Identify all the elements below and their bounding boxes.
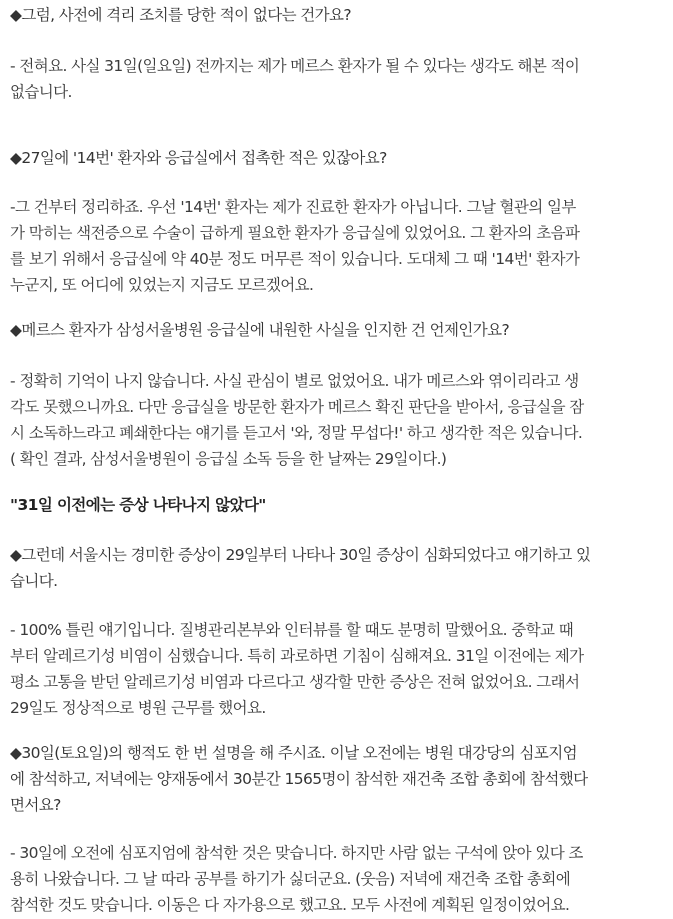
answer-paragraph [10,194,662,298]
text-line: 면서요? [10,796,61,814]
text-line: 평소 고통을 받던 알레르기성 비염과 다르다고 생각할 만한 증상은 전혀 없었어요. 그래서 [10,673,580,691]
answer-paragraph [10,840,662,918]
text-line: 누군지, 또 어디에 있었는지 지금도 모르겠어요. [10,276,314,294]
text-line: - 전혀요. 사실 31일(일요일) 전까지는 제가 메르스 환자가 될 수 있다는 생각도 해본 적이 [10,57,580,75]
answer-paragraph [10,53,662,105]
text-line: ◆30일(토요일)의 행적도 한 번 설명을 해 주시죠. 이날 오전에는 병원 대강당의 심포지엄 [10,744,577,762]
text-line: 시 소독하느라고 폐쇄한다는 얘기를 듣고서 '와, 정말 무섭다!' 하고 생각한 적은 있습니다. [10,424,583,442]
question-paragraph [10,317,662,343]
text-line: ◆그런데 서울시는 경미한 증상이 29일부터 나타나 30일 증상이 심화되었다고 얘기하고 있 [10,546,591,564]
text-line: 용히 나왔습니다. 그 날 따라 공부를 하기가 싫더군요. (웃음) 저녁에 재건축 조합 총회에 [10,870,571,888]
text-line: 참석한 것도 맞습니다. 이동은 다 자가용으로 했고요. 모두 사전에 계획된 일정이었어요. [10,896,570,914]
question-paragraph [10,2,662,28]
text-line: - 30일에 오전에 심포지엄에 참석한 것은 맞습니다. 하지만 사람 없는 구석에 앉아 있다 조 [10,844,583,862]
answer-paragraph [10,617,662,721]
text-line: ◆27일에 '14번' 환자와 응급실에서 접촉한 적은 있잖아요? [10,149,387,167]
text-line: - 100% 틀린 얘기입니다. 질병관리본부와 인터뷰를 할 때도 분명히 말했어요. 중학교 때 [10,621,574,639]
question-paragraph [10,740,662,818]
text-line: ( 확인 결과, 삼성서울병원이 응급실 소독 등을 한 날짜는 29일이다.) [10,450,447,468]
text-line: -그 건부터 정리하죠. 우선 '14번' 환자는 제가 진료한 환자가 아닙니다. 그날 혈관의 일부 [10,198,576,216]
text-line: 29일도 정상적으로 병원 근무를 했어요. [10,699,266,717]
text-line: ◆그럼, 사전에 격리 조치를 당한 적이 없다는 건가요? [10,6,352,24]
text-line: 가 막히는 색전증으로 수술이 급하게 필요한 환자가 응급실에 있었어요. 그 환자의 초음파 [10,224,580,242]
text-line: ◆메르스 환자가 삼성서울병원 응급실에 내원한 사실을 인지한 건 언제인가요? [10,321,510,339]
section-heading [10,492,662,518]
text-line: 부터 알레르기성 비염이 심했습니다. 특히 과로하면 기침이 심해져요. 31일 이전에는 제가 [10,647,584,665]
text-line: - 정확히 기억이 나지 않습니다. 사실 관심이 별로 없었어요. 내가 메르스와 엮이리라고 생 [10,372,579,390]
text-line: "31일 이전에는 증상 나타나지 않았다" [10,496,266,514]
text-line: 에 참석하고, 저녁에는 양재동에서 30분간 1565명이 참석한 재건축 조합 총회에 참석했다 [10,770,588,788]
text-line: 습니다. [10,572,58,590]
question-paragraph [10,145,662,171]
text-line: 를 보기 위해서 응급실에 약 40분 정도 머무른 적이 있습니다. 도대체 그 때 '14번' 환자가 [10,250,580,268]
answer-paragraph [10,368,662,472]
text-line: 각도 못했으니까요. 다만 응급실을 방문한 환자가 메르스 확진 판단을 받아서, 응급실을 잠 [10,398,584,416]
question-paragraph [10,542,662,594]
text-line: 없습니다. [10,83,72,101]
